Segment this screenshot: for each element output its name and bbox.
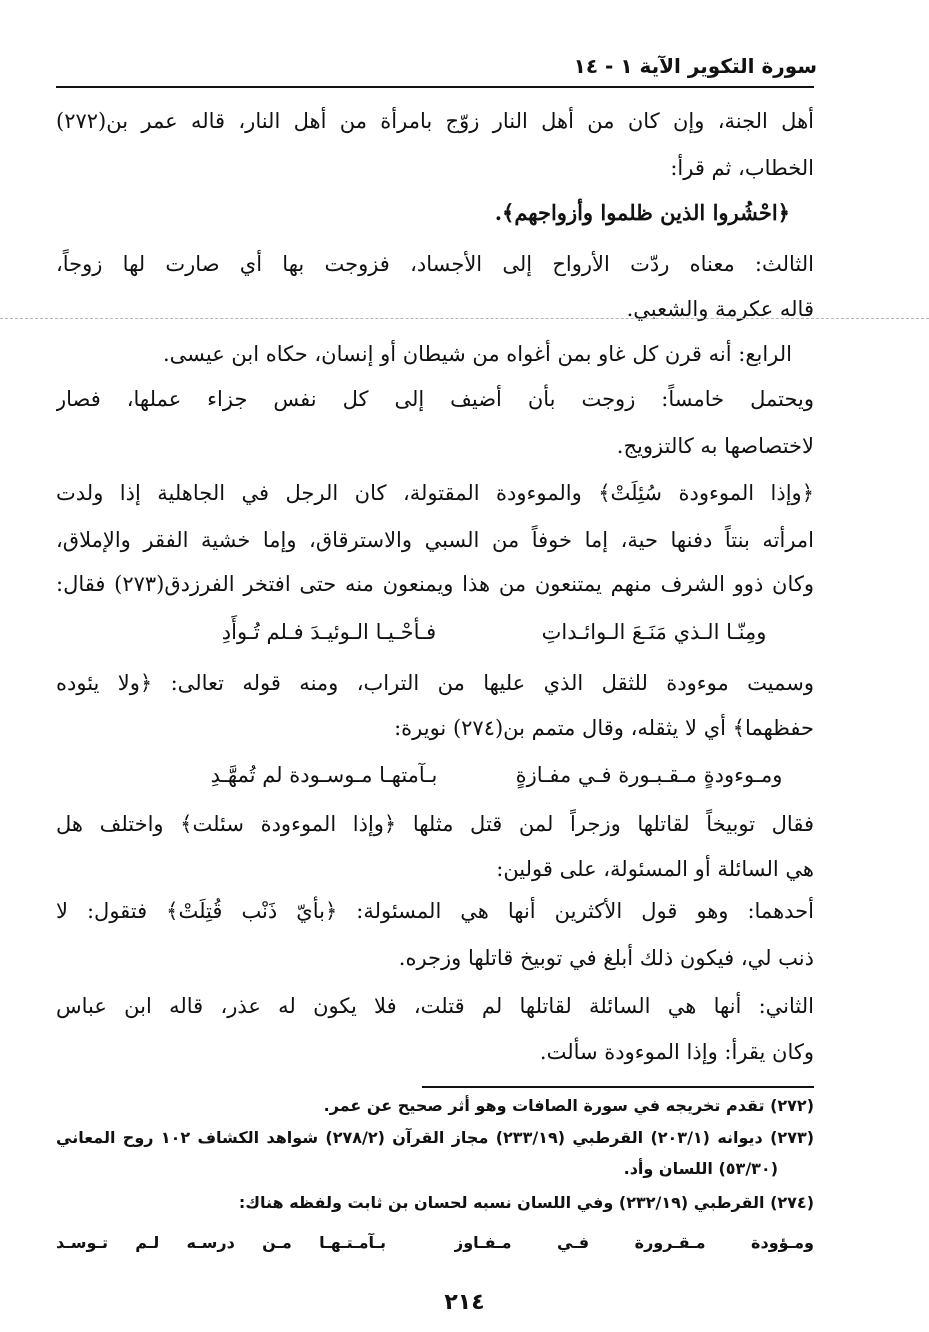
body-line: الرابع: أنه قرن كل غاو بمن أغواه من شيطان أو إنسان، حكاه ابن عيسى. [162,342,792,366]
running-header: سورة التكوير الآية ١ - ١٤ [573,54,817,78]
body-line: لاختصاصها به كالتزويج. [616,434,814,458]
header-rule [56,86,814,88]
footnote-poem-second: بـآمـتـهـا مـن درسـه لـم تـوسـد [56,1233,386,1252]
body-line: الخطاب، ثم قرأ: [670,156,814,180]
body-line: قاله عكرمة والشعبي. [626,297,814,321]
body-line: فقال توبيخاً لقاتلها وزجراً لمن قتل مثلها ﴿وإذا الموءودة سئلت﴾ واختلف هل [56,812,814,836]
footnote-line: (٢٧٤) القرطبي (٢٣٢/١٩) وفي اللسان نسبه لحسان بن ثابت ولفظه هناك: [238,1193,814,1212]
footnote-rule [422,1086,814,1088]
quran-verse: ﴿احْشُروا الذين ظلموا وأزواجهم﴾. [494,200,790,225]
footnote-line: (٢٧٣) ديوانه (٢٠٣/١) القرطبي (٢٣٣/١٩) مجاز القرآن (٢٧٨/٢) شواهد الكشاف ١٠٢ روح المعاني [56,1128,814,1147]
body-line: حفظهما﴾ أي لا يثقله، وقال متمم بن(٢٧٤) نويرة: [394,716,814,740]
footnote-line: (٥٣/٣٠) اللسان وأد. [623,1159,778,1178]
poem-hemistich-first: ومِنّـا الـذي مَنَـعَ الـوائـداتِ [541,620,767,644]
scan-artifact-line [0,318,929,319]
body-line: أحدهما: وهو قول الأكثرين أنها هي المسئولة: ﴿بأيّ ذَنْب قُتِلَتْ﴾ فتقول: لا [56,899,814,923]
body-line: وكان يقرأ: وإذا الموءودة سألت. [539,1040,814,1064]
body-line: هي السائلة أو المسئولة، على قولين: [496,857,814,881]
footnote-line: (٢٧٢) تقدم تخريجه في سورة الصافات وهو أثر صحيح عن عمر. [323,1096,814,1115]
footnote-poem-first: ومـؤودة مـقـرورة فـي مـفـاوز [454,1233,814,1252]
body-line: وسميت موءودة للثقل الذي عليها من التراب، ومنه قوله تعالى: ﴿ولا يئوده [56,671,814,695]
poem-hemistich-second: بـآمتهـا مـوسـودة لم تُمهَّـدِ [210,763,438,787]
body-line: امرأته بنتاً دفنها حية، إما خوفاً من السبي والاسترقاق، وإما خشية الفقر والإملاق، [56,528,814,552]
page-number: ٢١٤ [444,1290,485,1315]
body-line: أهل الجنة، وإن كان من أهل النار زوّج بامرأة من أهل النار، قاله عمر بن(٢٧٢) [56,109,814,133]
body-line: الثاني: أنها هي السائلة لقاتلها لم قتلت، فلا يكون له عذر، قاله ابن عباس [56,994,814,1018]
body-line: ﴿وإذا الموءودة سُئِلَتْ﴾ والموءودة المقتولة، كان الرجل في الجاهلية إذا ولدت [56,481,814,505]
poem-hemistich-first: ومـوءودةٍ مـقـبـورة فـي مفـازةٍ [515,763,783,787]
body-line: وكان ذوو الشرف منهم يمتنعون من هذا ويمنعون منه حتى افتخر الفرزدق(٢٧٣) فقال: [56,572,814,596]
body-line: ذنب لي، فيكون ذلك أبلغ في توبيخ قاتلها وزجره. [398,946,814,970]
poem-hemistich-second: فـأحْـيـا الـوئيـدَ فـلم تُـوأَدِ [221,620,437,644]
body-line: الثالث: معناه ردّت الأرواح إلى الأجساد، فزوجت بها أي صارت لها زوجاً، [56,252,814,276]
body-line: ويحتمل خامساً: زوجت بأن أضيف إلى كل نفس جزاء عملها، فصار [56,387,814,411]
